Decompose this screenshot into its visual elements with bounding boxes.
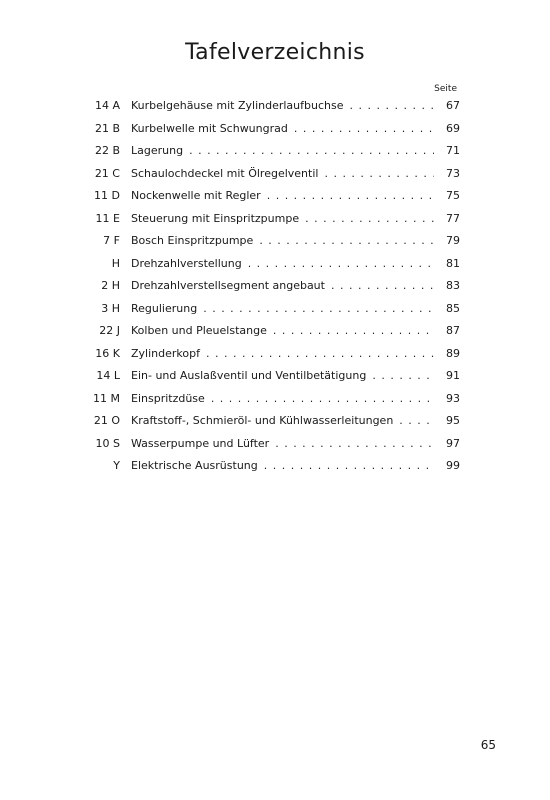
toc-entry-label: Zylinderkopf [131,346,200,360]
toc-entry-code: 14 L [96,369,120,382]
toc-entry-code: 11 E [95,211,120,225]
page-title: Tafelverzeichnis [185,40,365,65]
dot-leader [399,414,434,427]
dot-leader [189,144,434,157]
toc-entry-label: Elektrische Ausrüstung [131,459,258,472]
toc-entry-label: Schaulochdeckel mit Ölregelventil [131,166,319,180]
toc-entry-label: Einspritzdüse [131,391,205,405]
page-column-header: Seite [434,84,457,94]
dot-leader [259,234,434,247]
toc-entry [82,234,460,257]
toc-entry-page: 97 [446,436,460,450]
toc-entry [82,324,460,347]
toc-entry-page: 85 [446,301,460,315]
toc-entry [82,437,460,460]
dot-leader [248,257,434,270]
dot-leader [305,212,434,225]
toc-entry-code: 2 H [101,279,120,292]
toc-entry-code: 21 O [93,414,120,427]
toc-entry [82,189,460,212]
toc-entry-code: 10 S [95,436,120,450]
toc-entry-label: Lagerung [131,144,184,157]
dot-leader [350,99,435,112]
toc-entry [82,212,460,235]
toc-entry-code: 11 D [94,189,120,202]
toc-entry [82,392,460,415]
toc-entry-code: 11 M [93,391,120,405]
toc-entry [82,122,460,145]
dot-leader [273,324,434,337]
toc-entry-label: Drehzahlverstellung [131,256,242,270]
toc-entry-label: Steuerung mit Einspritzpumpe [131,211,300,225]
toc-entry-page: 83 [446,279,460,292]
toc-entry-code: 22 B [94,144,120,157]
toc-entry [82,347,460,370]
dot-leader [324,167,434,180]
toc-entry-label: Regulierung [131,301,198,315]
toc-entry-page: 99 [446,459,460,472]
toc-entry [82,144,460,167]
toc-entry-label: Wasserpumpe und Lüfter [131,436,270,450]
toc-entry-page: 95 [446,414,460,427]
toc-entry [82,302,460,325]
toc-entry-page: 71 [446,144,460,157]
toc-entry-code: 22 J [99,324,120,337]
toc-entry-label: Kraftstoff-, Schmieröl- und Kühlwasserleitungen [131,414,394,427]
toc-entry-page: 73 [446,166,460,180]
toc-entry-label: Nockenwelle mit Regler [131,189,261,202]
toc-entry [82,414,460,437]
toc-entry [82,459,460,482]
toc-entry-page: 77 [446,211,460,225]
dot-leader [211,392,434,405]
toc-entry-page: 87 [446,324,460,337]
toc-entry-page: 75 [446,189,460,202]
toc-entry-code: Y [113,459,120,472]
toc-entry-page: 89 [446,346,460,360]
toc-entry-page: 67 [446,99,460,112]
toc-entry-page: 91 [446,369,460,382]
toc-entry-code: 3 H [101,301,120,315]
toc-entry-page: 81 [446,256,460,270]
toc-entry-label: Bosch Einspritzpumpe [131,234,254,247]
toc-entry [82,167,460,190]
toc-entry [82,279,460,302]
table-of-contents [82,99,460,482]
toc-entry-label: Ein- und Auslaßventil und Ventilbetätigung [131,369,367,382]
toc-entry-page: 93 [446,391,460,405]
toc-entry-code: 21 C [94,166,120,180]
toc-entry-label: Kurbelwelle mit Schwungrad [131,121,288,135]
dot-leader [331,279,434,292]
dot-leader [203,302,434,315]
toc-entry [82,257,460,280]
toc-entry-code: 21 B [94,121,120,135]
page-number: 65 [480,738,496,752]
dot-leader [294,122,434,135]
toc-entry-page: 79 [446,234,460,247]
toc-entry [82,369,460,392]
dot-leader [206,347,434,360]
dot-leader [264,459,434,472]
toc-entry-label: Kolben und Pleuelstange [131,324,267,337]
dot-leader [267,189,434,202]
toc-entry-label: Kurbelgehäuse mit Zylinderlaufbuchse [131,99,344,112]
toc-entry-label: Drehzahlverstellsegment angebaut [131,279,325,292]
toc-entry [82,99,460,122]
dot-leader [372,369,434,382]
dot-leader [275,437,434,450]
toc-entry-code: 16 K [95,346,120,360]
toc-entry-code: H [111,256,120,270]
toc-entry-code: 7 F [103,234,120,247]
toc-entry-code: 14 A [94,99,120,112]
toc-entry-page: 69 [446,121,460,135]
